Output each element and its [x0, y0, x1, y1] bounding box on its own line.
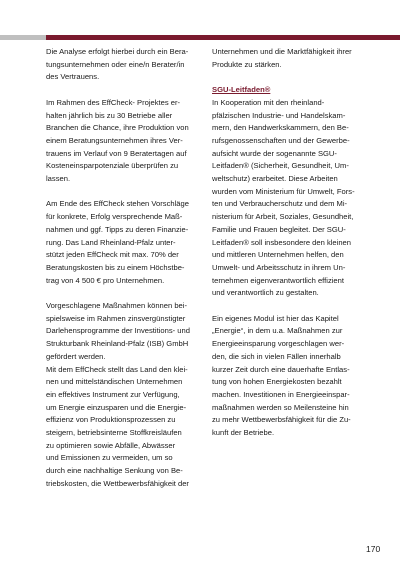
left-paragraph-2: Im Rahmen des EffCheck- Projektes er- halten jährlich bis zu 30 Betriebe aller Branchen die Chance, ihre Produktion von einem Beratungsunternehmen ihres Ver- trauens im Verlauf von 9 Beratertagen auf Kosteneinsparpotenziale überprüfen zu lassen.	[46, 97, 189, 184]
right-paragraph-1: In Kooperation mit den rheinland- pfälzischen Industrie- und Handelskam- mern, den Handwerkskammern, den Be- rufsgenossenschaften und der Gewerbe- aufsicht wurde der sogenannte SGU- Leitfaden® (Sicherheit, Gesundheit, Um- weltschutz) erarbeitet. Diese Arbeiten wurden vom Ministerium für Umwelt, Fors- ten und Verbraucherschutz und dem Mi- nisterium für Arbeit, Soziales, Gesundheit, Familie und Frauen begleitet. Der SGU- Leitfaden® soll insbesondere den kleinen und mittleren Unternehmen helfen, den Umwelt- und Arbeitsschutz in ihrem Un- ternehmen eigenverantwortlich effizient und verantwortlich zu gestalten.	[212, 97, 355, 298]
header-gray-rule	[0, 35, 46, 40]
left-paragraph-1: Die Analyse erfolgt hierbei durch ein Bera- tungsunternehmen oder eine/n Berater/in des Vertrauens.	[46, 47, 189, 82]
left-column	[46, 46, 198, 491]
header-accent-rule	[46, 35, 400, 40]
left-paragraph-3: Am Ende des EffCheck stehen Vorschläge für konkrete, Erfolg versprechende Maß- nahmen und ggf. Tipps zu deren Finanzie- rung. Das Land Rheinland-Pfalz unter- stützt jeden EffCheck mit max. 70% der Beratungskosten bis zu einem Höchstbe- trag von 4 500 € pro Unternehmen.	[46, 199, 189, 285]
right-intro-paragraph: Unternehmen und die Marktfähigkeit ihrer Produkte zu stärken.	[212, 47, 352, 69]
right-paragraph-2: Ein eigenes Modul ist hier das Kapitel „Energie“, in dem u.a. Maßnahmen zur Energieeinsparung vorgeschlagen wer- den, die sich in vielen Fällen innerhalb kurzer Zeit durch eine dauerhafte Entlas- tung von hohen Energiekosten bezahlt machen. Investitionen in Energieeinspar- maßnahmen werden so Meilensteine hin zu mehr Wettbewerbsfähigkeit für die Zu- kunft der Betriebe.	[212, 313, 351, 438]
page-number: 170	[366, 544, 381, 554]
right-column	[212, 46, 357, 440]
section-heading-sgu-leitfaden: SGU-Leitfaden®	[212, 85, 271, 95]
left-paragraph-4: Vorgeschlagene Maßnahmen können bei- spielsweise im Rahmen zinsvergünstigter Darlehensprogramme der Investitions- und Strukturbank Rheinland-Pfalz (ISB) GmbH gefördert werden. Mit dem EffCheck stellt das Land den klei- nen und mittelständischen Unternehmen ein effektives Instrument zur Verfügung, um Energie einzusparen und die Energie- effizienz von Produktionsprozessen zu steigern, betriebsinterne Stoffkreisläufen zu optimieren sowie Abfälle, Abwässer und Emissionen zu vermeiden, um so durch eine nachhaltige Senkung von Be- triebskosten, die Wettbewerbsfähigkeit der	[46, 301, 190, 488]
